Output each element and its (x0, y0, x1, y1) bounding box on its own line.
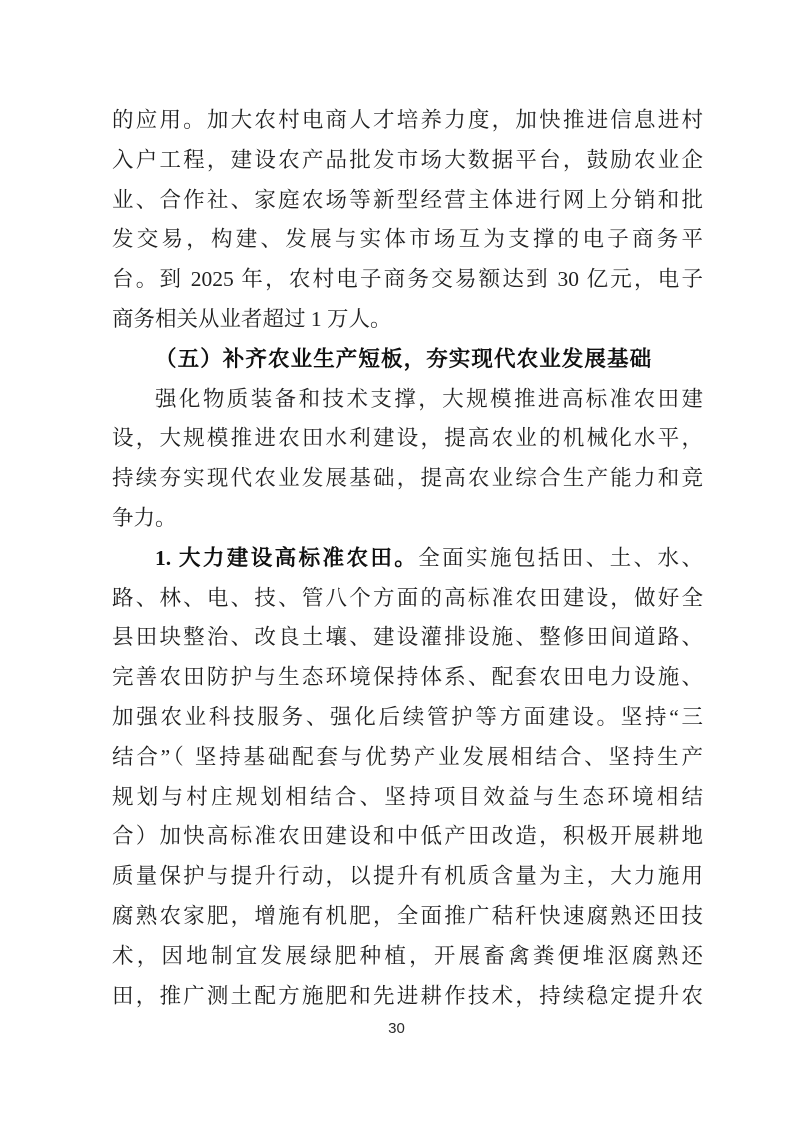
text-line: 田，推广测土配方施肥和先进耕作技术，持续稳定提升农 (112, 983, 703, 1008)
section-heading-line: （五）补齐农业生产短板，夯实现代农业发展基础 (155, 346, 653, 371)
text-line: 腐熟农家肥，增施有机肥，全面推广秸秆快速腐熟还田技 (112, 903, 703, 928)
text-line: 入户工程，建设农产品批发市场大数据平台，鼓励农业企 (112, 147, 703, 172)
text-line: 强化物质装备和技术支撑，大规模推进高标准农田建 (155, 386, 703, 411)
paragraph-lead-bold: 1. 大力建设高标准农田。 (155, 545, 419, 570)
text-line: 设，大规模推进农田水利建设，提高农业的机械化水平， (112, 426, 703, 451)
text-line: 完善农田防护与生态环境保持体系、配套农田电力设施、 (112, 665, 703, 690)
text-line: 业、合作社、家庭农场等新型经营主体进行网上分销和批 (112, 187, 703, 212)
text-line (155, 539, 703, 579)
text-line: 台。到 2025 年，农村电子商务交易额达到 30 亿元，电子 (112, 267, 703, 292)
text-line: 规划与村庄规划相结合、坚持项目效益与生态环境相结 (112, 784, 703, 809)
text-line: 争力。 (112, 505, 177, 530)
text-line: 县田块整治、改良土壤、建设灌排设施、整修田间道路、 (112, 625, 703, 650)
text-line: 加强农业科技服务、强化后续管护等方面建设。坚持“三 (112, 704, 703, 729)
text-line: 的应用。加大农村电商人才培养力度，加快推进信息进村 (112, 108, 703, 132)
paragraph-text: 全面实施包括田、土、水、 (418, 545, 703, 570)
text-line: 路、林、电、技、管八个方面的高标准农田建设，做好全 (112, 585, 703, 610)
text-line: 术，因地制宜发展绿肥种植，开展畜禽粪便堆沤腐熟还 (112, 943, 703, 968)
page-number: 30 (388, 1020, 405, 1037)
text-line: 结合”（ 坚持基础配套与优势产业发展相结合、坚持生产 (112, 744, 703, 769)
text-line: 商务相关从业者超过 1 万人。 (112, 306, 392, 331)
document-body (112, 101, 703, 1016)
text-line: 发交易，构建、发展与实体市场互为支撑的电子商务平 (112, 227, 703, 252)
text-line: 质量保护与提升行动，以提升有机质含量为主，大力施用 (112, 864, 703, 889)
text-line: 合）加快高标准农田建设和中低产田改造，积极开展耕地 (112, 824, 703, 849)
text-line: 持续夯实现代农业发展基础，提高农业综合生产能力和竞 (112, 466, 703, 491)
